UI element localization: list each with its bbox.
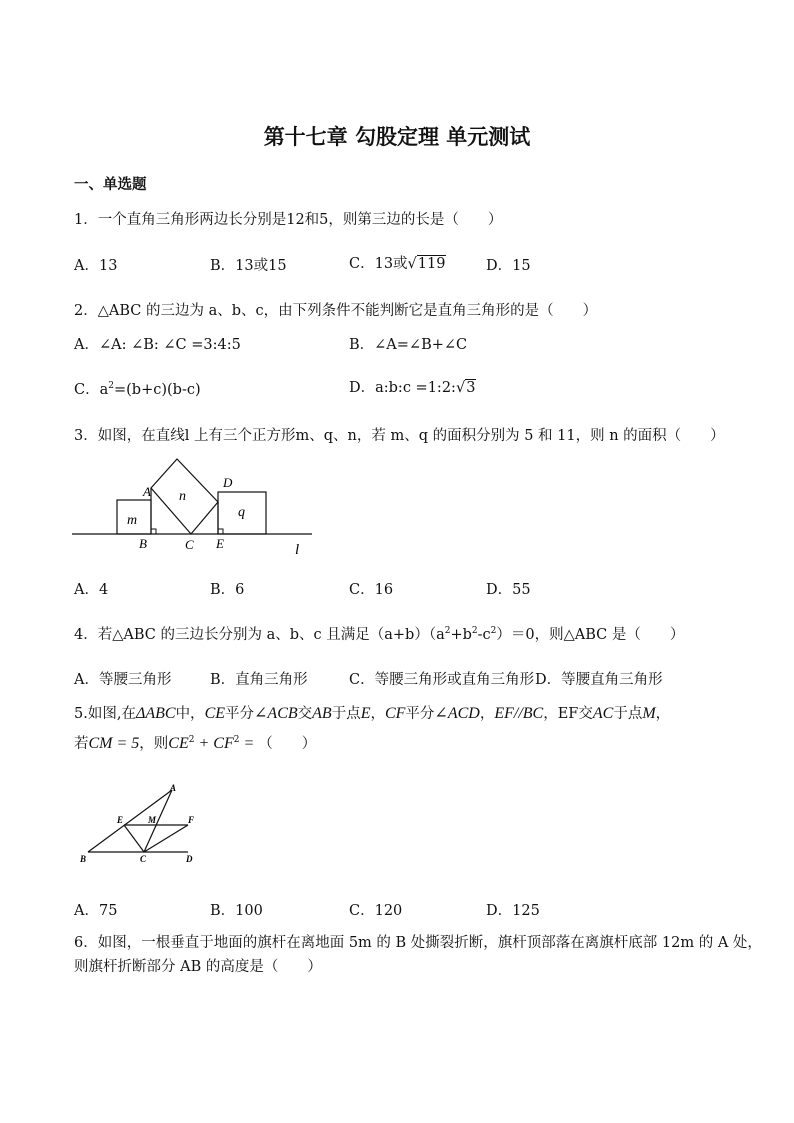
question-5-line-1: 5.如图,在ΔABC中，CE平分∠ACB交AB于点E，CF平分∠ACD，EF//BC，EF交AC于点M，: [74, 705, 671, 722]
q1-option-d: D．15: [486, 258, 531, 274]
sqrt-expression: √119: [407, 256, 446, 272]
q3-option-c: C．16: [349, 582, 394, 598]
q2-option-c: C．$a^2=(b+c)(b-c)$: [74, 381, 201, 398]
q2-option-a: A．∠A: ∠B: ∠C =3:4:5: [74, 337, 241, 353]
label-point-a: A: [143, 484, 151, 499]
label-point-b: B: [139, 536, 147, 551]
question-6-line-2: 则旗杆折断部分 AB 的高度是（ ）: [74, 959, 322, 975]
q5-option-a: A．75: [74, 903, 118, 919]
label-m: m: [127, 513, 138, 528]
page-title: 第十七章 勾股定理 单元测试: [263, 124, 531, 149]
q4-option-a: A．等腰三角形: [74, 672, 172, 688]
label-point-d: D: [186, 854, 193, 864]
label-point-e: E: [117, 815, 124, 825]
label-line-l: l: [295, 542, 300, 558]
sqrt-expression: √3: [455, 380, 476, 396]
question-1-text: 1．一个直角三角形两边长分别是12和5，则第三边的长是（ ）: [74, 212, 503, 228]
question-5-line-2: 若CM = 5，则$CE^2 + CF^2$ = （ ）: [74, 735, 317, 752]
q1-option-a: A．13: [74, 258, 118, 274]
q5-option-d: D．125: [486, 903, 540, 919]
label-point-c: C: [140, 854, 147, 864]
right-angle-mark-e: [218, 529, 223, 534]
q1-option-b: B．13或15: [210, 258, 287, 274]
label-point-d: D: [223, 475, 233, 490]
label-point-b: B: [80, 854, 87, 864]
label-point-m: M: [148, 815, 157, 825]
q3-option-a: A．4: [74, 582, 109, 598]
question-2-text: 2．△ABC 的三边为 a、b、c，由下列条件不能判断它是直角三角形的是（ ）: [74, 303, 598, 319]
question-3-text: 3．如图，在直线l 上有三个正方形m、q、n，若 m、q 的面积分别为 5 和 11，则 n 的面积（ ）: [74, 428, 725, 444]
q2-option-b: B．∠A=∠B+∠C: [349, 337, 468, 353]
section-heading: 一、单选题: [74, 176, 147, 193]
angle-bisector-figure: [76, 782, 206, 868]
label-n: n: [179, 489, 186, 504]
q4-option-c: C．等腰三角形或直角三角形: [349, 672, 535, 688]
q2-option-d: D．a:b:c =1:2:√3: [349, 380, 476, 396]
label-point-f: F: [188, 815, 195, 825]
q5-option-b: B．100: [210, 903, 263, 919]
question-6-line-1: 6．如图，一根垂直于地面的旗杆在离地面 5m 的 B 处撕裂折断，旗杆顶部落在离旗杆底部 12m 的 A 处，: [74, 935, 762, 951]
squares-on-line-figure: [70, 456, 320, 560]
q5-option-c: C．120: [349, 903, 403, 919]
q3-option-b: B．6: [210, 582, 245, 598]
q4-option-b: B．直角三角形: [210, 672, 308, 688]
label-point-e: E: [216, 536, 224, 551]
q4-option-d: D．等腰直角三角形: [535, 672, 663, 688]
segment-ce: [124, 825, 144, 852]
question-4-text: 4．若△ABC 的三边长分别为 a、b、c 且满足$(a+b)(a^2+b^2-c^2)=0$，则△ABC 是（ ）: [74, 626, 685, 643]
q1-option-c: C．13或√119: [349, 256, 446, 272]
label-point-c: C: [185, 537, 194, 552]
right-angle-mark-b: [151, 529, 156, 534]
label-point-a: A: [170, 783, 177, 793]
q3-option-d: D．55: [486, 582, 531, 598]
label-q: q: [238, 505, 245, 520]
